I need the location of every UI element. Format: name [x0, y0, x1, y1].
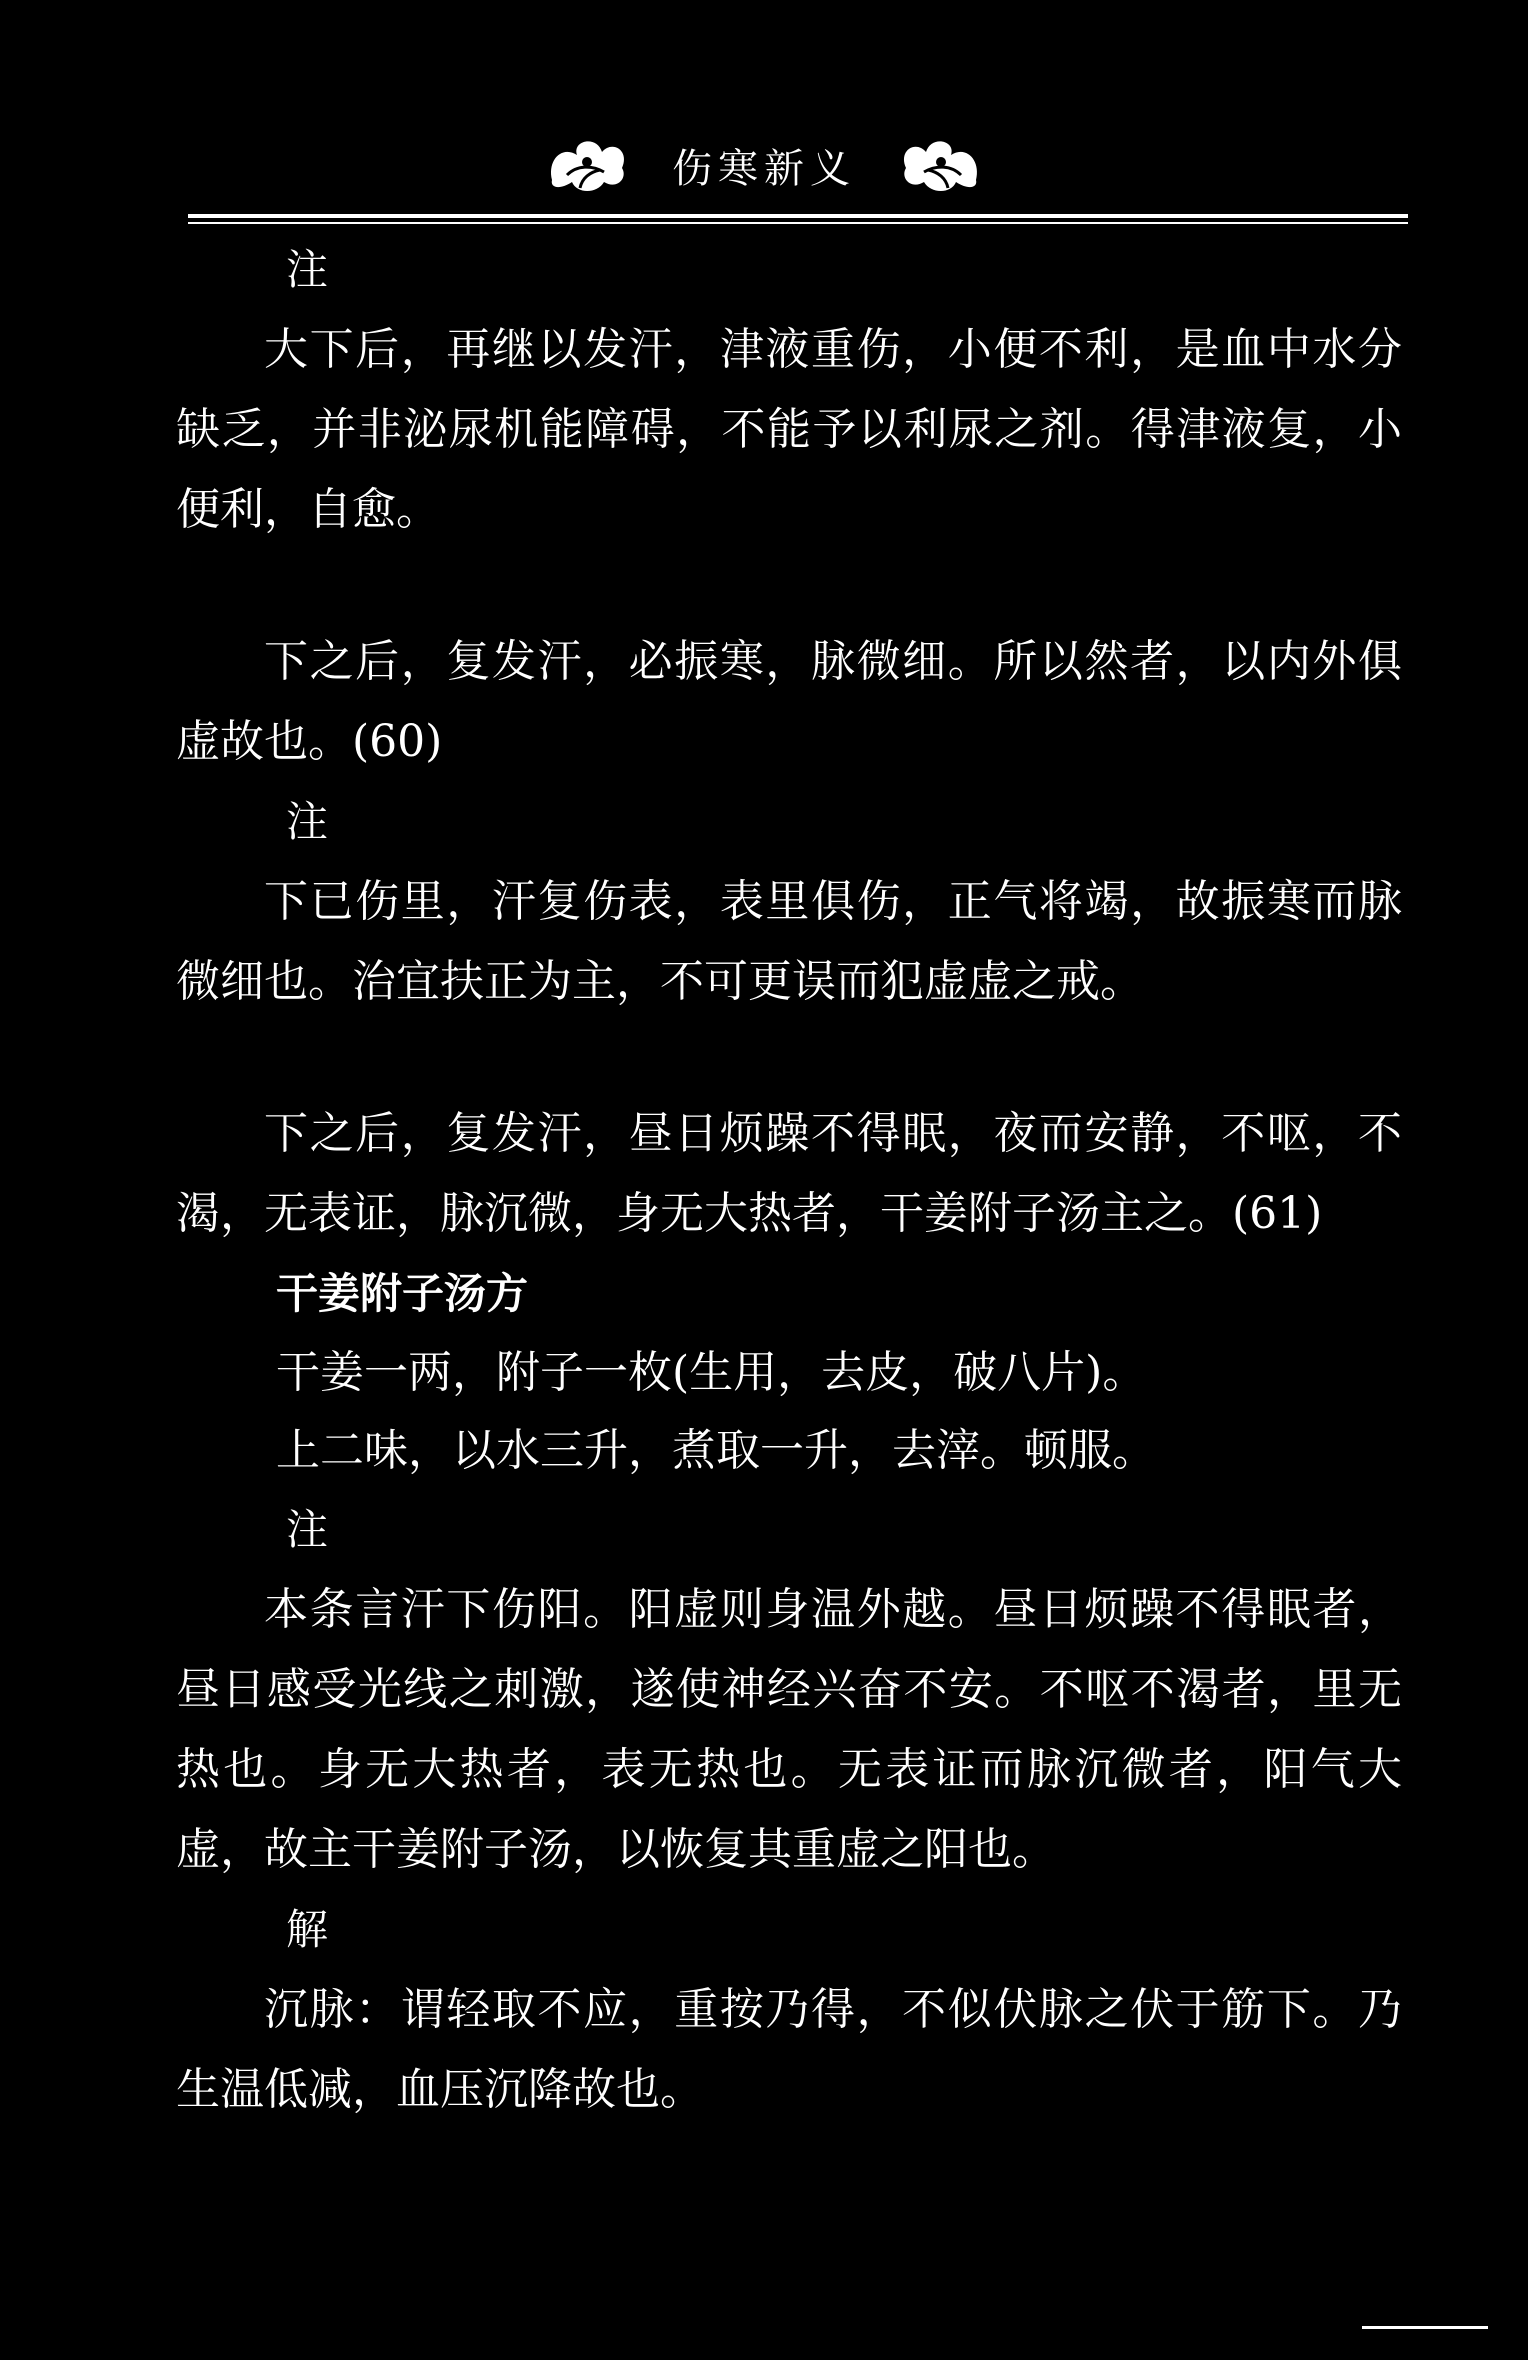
formula-preparation: 上二味，以水三升，煮取一升，去滓。顿服。	[276, 1425, 1156, 1476]
spacer	[176, 550, 1402, 622]
running-title: 伤寒新义	[672, 145, 856, 192]
note-paragraph: 本条言汗下伤阳。阳虚则身温外越。昼日烦躁不得眠者，昼日感受光线之刺激，遂使神经兴奋不安。不呕不渴者，里无热也。身无大热者，表无热也。无表证而脉沉微者，阳气大虚，故主干姜附子汤，以恢复其重虚之阳也。	[176, 1584, 1402, 1875]
header-rule-thick	[188, 214, 1408, 218]
note-label: 注	[286, 245, 329, 294]
spacer	[176, 1022, 1402, 1094]
footer-rule	[1362, 2326, 1488, 2329]
clause-paragraph: 下之后，复发汗，昼日烦躁不得眠，夜而安静，不呕，不渴，无表证，脉沉微，身无大热者，干姜附子汤主之。(61)	[176, 1108, 1402, 1239]
note-paragraph: 大下后，再继以发汗，津液重伤，小便不利，是血中水分缺乏，并非泌尿机能障碍，不能予以利尿之剂。得津液复，小便利，自愈。	[176, 324, 1402, 535]
note-paragraph: 下已伤里，汗复伤表，表里俱伤，正气将竭，故振寒而脉微细也。治宜扶正为主，不可更误而犯虚虚之戒。	[176, 876, 1402, 1007]
flower-ornament-icon	[542, 130, 632, 200]
formula-title: 干姜附子汤方	[276, 1269, 529, 1318]
running-header	[0, 120, 1528, 210]
clause-paragraph: 下之后，复发汗，必振寒，脉微细。所以然者，以内外俱虚故也。(60)	[176, 636, 1402, 767]
formula-ingredients: 干姜一两，附子一枚(生用，去皮，破八片)。	[276, 1347, 1147, 1398]
explanation-paragraph: 沉脉：谓轻取不应，重按乃得，不似伏脉之伏于筋下。乃生温低减，血压沉降故也。	[176, 1984, 1402, 2115]
note-label: 注	[286, 1505, 329, 1554]
explanation-label: 解	[286, 1905, 329, 1954]
note-label: 注	[286, 797, 329, 846]
header-rule-thin	[188, 222, 1408, 224]
page-body	[176, 230, 1402, 2130]
flower-ornament-icon	[896, 130, 986, 200]
